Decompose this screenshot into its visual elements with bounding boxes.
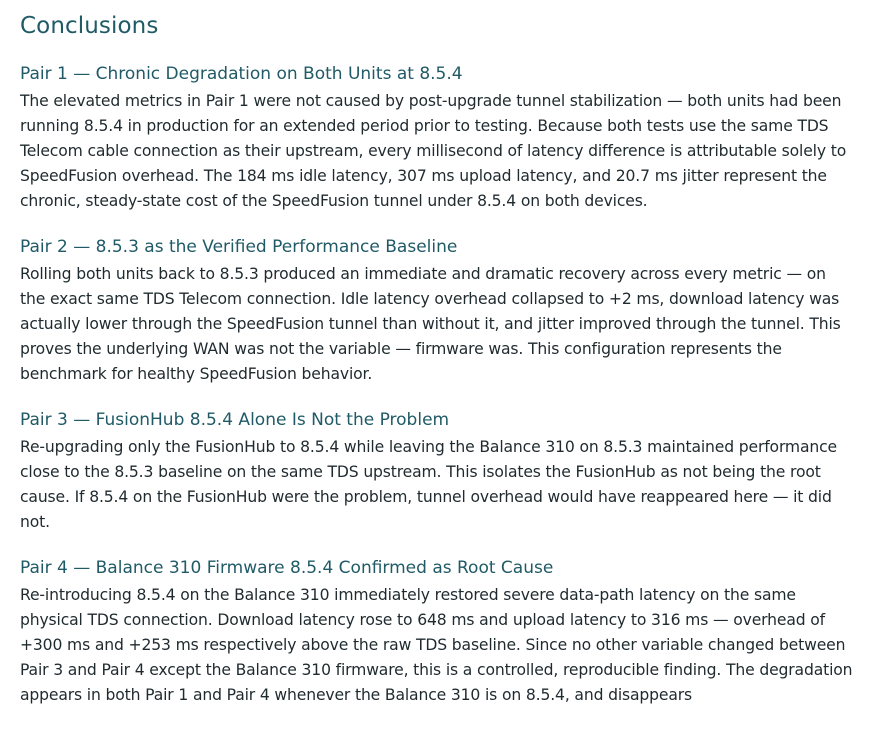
section-pair-3 [20, 408, 855, 535]
section-heading: Pair 1 — Chronic Degradation on Both Units at 8.5.4 [20, 64, 463, 84]
section-pair-1 [20, 62, 855, 214]
section-body: Re-introducing 8.5.4 on the Balance 310 immediately restored severe data-path latency on the same physical TDS connection. Download latency rose to 648 ms and upload latency to 316 ms — overhead of +300 ms and +253 ms respectively above the raw TDS baseline. Since no other variable changed between Pair 3 and Pair 4 except the Balance 310 firmware, this is a controlled, reproducible finding. The degradation appears in both Pair 1 and Pair 4 whenever the Balance 310 is on 8.5.4, and disappears [20, 586, 853, 704]
section-body: Rolling both units back to 8.5.3 produced an immediate and dramatic recovery across every metric — on the exact same TDS Telecom connection. Idle latency overhead collapsed to +2 ms, download latency was actually lower through the SpeedFusion tunnel than without it, and jitter improved through the tunnel. This proves the underlying WAN was not the variable — firmware was. This configuration represents the benchmark for healthy SpeedFusion behavior. [20, 265, 841, 383]
section-body: Re-upgrading only the FusionHub to 8.5.4 while leaving the Balance 310 on 8.5.3 maintained performance close to the 8.5.3 baseline on the same TDS upstream. This isolates the FusionHub as not being the root cause. If 8.5.4 on the FusionHub were the problem, tunnel overhead would have reappeared here — it did not. [20, 438, 837, 531]
section-pair-4 [20, 556, 855, 708]
section-pair-2 [20, 235, 855, 387]
page-title: Conclusions [20, 13, 159, 39]
section-heading: Pair 4 — Balance 310 Firmware 8.5.4 Confirmed as Root Cause [20, 558, 554, 578]
section-heading: Pair 3 — FusionHub 8.5.4 Alone Is Not the Problem [20, 410, 450, 430]
section-body: The elevated metrics in Pair 1 were not caused by post-upgrade tunnel stabilization — both units had been running 8.5.4 in production for an extended period prior to testing. Because both tests use the same TDS Telecom cable connection as their upstream, every millisecond of latency difference is attributable solely to SpeedFusion overhead. The 184 ms idle latency, 307 ms upload latency, and 20.7 ms jitter represent the chronic, steady-state cost of the SpeedFusion tunnel under 8.5.4 on both devices. [20, 92, 847, 210]
section-heading: Pair 2 — 8.5.3 as the Verified Performance Baseline [20, 237, 458, 257]
conclusions-document [20, 12, 855, 708]
